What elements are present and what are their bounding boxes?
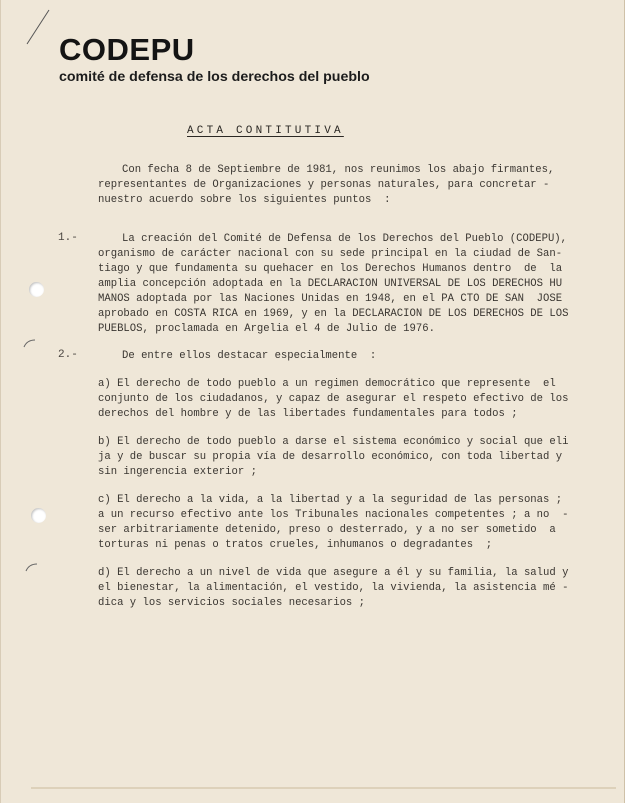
- punch-hole: [31, 508, 46, 523]
- point-number: 1.-: [58, 232, 78, 244]
- punch-hole: [29, 282, 44, 297]
- intro-line: nuestro acuerdo sobre los siguientes puntos :: [98, 194, 391, 206]
- point1-line: aprobado en COSTA RICA en 1969, y en la DECLARACION DE LOS DERECHOS DE LOS: [98, 308, 569, 320]
- point1-line: La creación del Comité de Defensa de los Derechos del Pueblo (CODEPU),: [122, 233, 568, 245]
- item-b-line: b) El derecho de todo pueblo a darse el sistema económico y social que eli: [98, 436, 569, 448]
- item-c-line: a un recurso efectivo ante los Tribunales nacionales competentes ; a no -: [98, 509, 569, 521]
- item-c-line: c) El derecho a la vida, a la libertad y a la seguridad de las personas ;: [98, 494, 563, 506]
- pencil-mark-icon: [23, 8, 53, 48]
- item-d-line: dica y los servicios sociales necesarios ;: [98, 597, 366, 609]
- letterhead-organization: comité de defensa de los derechos del pueblo: [59, 69, 370, 85]
- point2-heading: De entre ellos destacar especialmente :: [122, 350, 377, 362]
- letterhead-logo: CODEPU: [59, 32, 195, 67]
- intro-line: representantes de Organizaciones y personas naturales, para concretar -: [98, 179, 550, 191]
- point1-line: tiago y que fundamenta su quehacer en los Derechos Humanos dentro de la: [98, 263, 563, 275]
- item-d-line: d) El derecho a un nivel de vida que asegure a él y su familia, la salud y: [98, 567, 569, 579]
- item-d-line: el bienestar, la alimentación, el vestido, la vivienda, la asistencia mé -: [98, 582, 569, 594]
- document-title: ACTA CONTITUTIVA: [187, 125, 344, 137]
- point1-line: MANOS adoptada por las Naciones Unidas en 1948, en el PA CTO DE SAN JOSE: [98, 293, 563, 305]
- point-number: 2.-: [58, 349, 78, 361]
- page-bottom-edge: [31, 787, 616, 789]
- point1-line: amplia concepción adoptada en la DECLARACION UNIVERSAL DE LOS DERECHOS HU: [98, 278, 563, 290]
- point1-line: organismo de carácter nacional con su sede principal en la ciudad de San-: [98, 248, 563, 260]
- margin-tick-icon: [23, 338, 37, 348]
- item-a-line: conjunto de los ciudadanos, y capaz de asegurar el respeto efectivo de los: [98, 393, 569, 405]
- point1-line: PUEBLOS, proclamada en Argelia el 4 de Julio de 1976.: [98, 323, 435, 335]
- item-b-line: ja y de buscar su propia vía de desarrollo económico, con toda libertad y: [98, 451, 563, 463]
- item-b-line: sin ingerencia exterior ;: [98, 466, 257, 478]
- item-c-line: torturas ni penas o tratos crueles, inhumanos o degradantes ;: [98, 539, 493, 551]
- margin-tick-icon: [25, 562, 39, 572]
- item-a-line: derechos del hombre y de las libertades fundamentales para todos ;: [98, 408, 518, 420]
- item-c-line: ser arbitrariamente detenido, preso o desterrado, y a no ser sometido a: [98, 524, 556, 536]
- item-a-line: a) El derecho de todo pueblo a un regimen democrático que represente el: [98, 378, 556, 390]
- intro-line: Con fecha 8 de Septiembre de 1981, nos reunimos los abajo firmantes,: [122, 164, 555, 176]
